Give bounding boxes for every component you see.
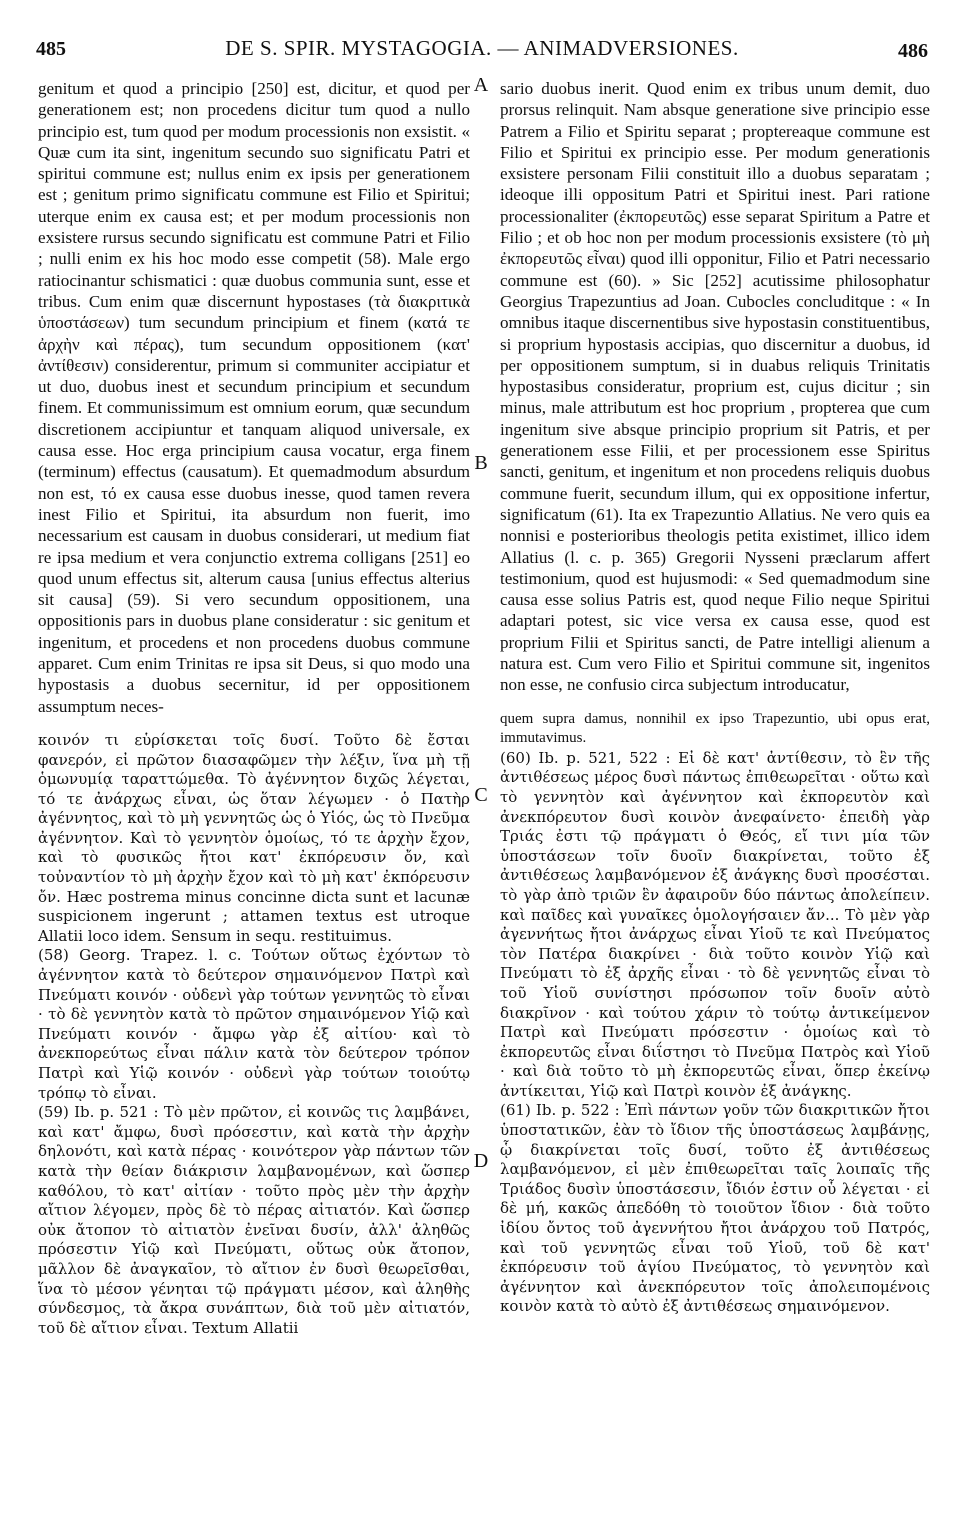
- left-main-text: genitum et quod a principio [250] est, dicitur, et quod per generationem est; non procedens dicitur tum quod a nullo principio est, tum quod per modum processionis non exsistit. « Quæ cum ita sint, ingenitum secundo suo significatu Patri et spiritui commune est; nullus enim ex ipsis per generationem est ; genitum primo significatu commune est Filio et Spiritui; uterque enim ex causa est; et per modum processionis non exsistere rursus secundo significatu est commune Patri et Filio ; nulli enim ex his hoc modo esse competit (58). Male ergo ratiocinantur schismatici : quæ duobus communia sunt, esse et tribus. Cum enim quæ discernunt hypostases (τὰ διακριτικὰ ὑποστάσεων) tum secundum principium et finem (κατά τε ἀρχὴν καὶ πέρας), tum secundum oppositionem (κατ' ἀντίθεσιν) considerentur, primum si communiter accipiatur et ut duo, duobus inest et secundum principium et secundum finem. Et communissimum est omnium eorum, quæ secundum discretionem accipiuntur et tanquam aliquod universale, ex causa esse. Hoc erga principium causa vocatur, erga finem (terminum) effectus (causatum). Et quemadmodum absurdum non est, τό ex causa esse duobus inesse, quod tamen revera inest Filio et Spiritui, ita absurdum non fuerit, imo necessarium est causam in duobus considerari, ut medium fiat re ipsa medium et vera conjunctio extrema colligans [251] eo quod unum effectus sit, alterum causa [unius effectus alterius sit causa] (59). Si vero secundum oppositionem, una oppositionis pars in duobus plane consideratur : sic genitum et ingenitum, et procedens et non procedens duobus commune apparet. Cum enim Trinitas re ipsa sit Deus, si quo modo una hypostasis a duobus secernitur, id per oppositionem assumptum neces-: [38, 79, 470, 716]
- running-title: DE S. SPIR. MYSTAGOGIA. — ANIMADVERSIONES.: [225, 36, 739, 60]
- margin-marker-b: B: [474, 452, 488, 474]
- page-number-left: 485: [36, 38, 66, 60]
- right-main-text: sario duobus inerit. Quod enim ex tribus unum demit, duo prorsus relinquit. Nam absque generatione sive principio esse Patrem a Filio et Spiritu separat ; proptereaque commune est Filio et Spiritui ex principio esse. Per modum generationis exsistere personam Filii constituit illo a duobus separatam ; ideoque illi oppositum Patri et Spiritui inest. Pari ratione processionaliter (ἐκπορευτῶς) esse separat Spiritum a Patre et Filio ; et ob hoc non per modum processionis exsistere (τὸ μὴ ἐκπορευτῶς εἶναι) quod illi opponitur, Filio et Patri necessario commune est (60). » Sic [252] acutissime philosophatur Georgius Trapezuntius ad Joan. Cubocles concluditque : « In omnibus itaque discernentibus sive hypostasin constituentibus, si proprium hypostasis accipias, quo discernitur a duobus, id per oppositionem sumptum, si in duabus reliquis Trinitatis hypostasibus consideratur, proprium est, cujus dicitur ; sin minus, male attributum est hoc proprium , propterea que cum ingenitum sive absque principio proprium sit Patris, et per generationem esse Filii, et per processionem esse Spiritus sancti, genitum, et ingenitum et non procedens reliquis duobus commune fuerit, secundum illum, qui ex oppositione infertur, significatum (61). Ita ex Trapezuntio Allatius. Ne vero quis ea nonnisi e posterioribus theologis petita existimet, illico idem Allatius (l. c. p. 365) Gregorii Nysseni præclarum affert testimonium, quod est hujusmodi: « Sed quemadmodum sine causa esse solius Patris est, quod neque Filio neque Spiritui adaptari potest, sic vice versa ex causa esse, quod est proprium Filii et Spiritus sancti, de Patre intelligi alienum a natura est. Cum vero Filio et Spiritui commune sit, ingenitos non esse, ne confusio circa subjectum introducatur,: [500, 79, 930, 695]
- margin-marker-a: A: [473, 74, 489, 96]
- left-footnote-continuation: κοινόν τι εὑρίσκεται τοῖς δυσί. Τοῦτο δὲ ἔσται φανερόν, εἰ πρῶτον διασαφῶμεν τὴν λέξιν, ἵνα μὴ τῇ ὁμωνυμίᾳ ταραττώμεθα. Τὸ ἀγέννητον διχῶς λέγεται, τό τε ἀνάρχως εἶναι, ὡς ὅταν λέγωμεν · ὁ Πατὴρ ἀγέννητος, καὶ τὸ μὴ γεννητῶς ὡς ὁ Υἱός, ὡς τὸ Πνεῦμα ἀγέννητον. Καὶ τὸ γεννητὸν ὁμοίως, τό τε ἀρχὴν ἔχον, καὶ τὸ φυσικῶς ἤτοι κατ' ἐκπόρευσιν ὄν, καὶ τοὐναντίον τὸ μὴ ἀρχὴν ἔχον καὶ τὸ μὴ κατ' ἐκπόρευσιν ὄν. Hæc postrema minus concinne dicta sunt et lacunæ suspicionem ingerunt ; attamen textus est utroque Allatii loco idem. Sensum in sequ. restituimus.: [38, 730, 470, 945]
- right-footnote-continuation: quem supra damus, nonnihil ex ipso Trapezuntio, ubi opus erat, immutavimus.: [500, 710, 930, 747]
- margin-marker-d: D: [473, 1150, 489, 1172]
- footnote-61: (61) Ib. p. 522 : Ἐπὶ πάντων γοῦν τῶν διακριτικῶν ἤτοι ὑποστατικῶν, ἐὰν τὸ ἴδιον τῆς ὑποστάσεως λαμβάνῃς, ᾧ διακρίνεται τοῖς δυσί, τοῦτο ἐξ ἀντιθέσεως λαμβανόμενον, εἰ μὲν ἐπιθεωρεῖται ταῖς λοιπαῖς τῆς Τριάδος δυσὶν ὑποστάσεσιν, ἴδιόν ἐστιν οὗ λέγεται · εἰ δὲ μή, κακῶς ἀπεδόθη τὸ τοιοῦτον ἴδιον · διὰ τοῦτο ἰδίου ὄντος τοῦ ἀγεννήτου ἤτοι ἀνάρχου τοῦ Πατρός, καὶ τοῦ γεννητῶς εἶναι τοῦ Υἱοῦ, τοῦ δὲ κατ' ἐκπόρευσιν τοῦ ἁγίου Πνεύματος, τὸ γεννητὸν καὶ ἀγέννητον καὶ ἀνεκπόρευτον τοῖς ἀπολειπομένοις κοινὸν κατὰ τὸ αὐτὸ ἐξ ἀντιθέσεως σημαινόμενον.: [500, 1101, 930, 1316]
- margin-marker-c: C: [474, 784, 488, 806]
- footnote-59: (59) Ib. p. 521 : Τὸ μὲν πρῶτον, εἰ κοινῶς τις λαμβάνει, καὶ κατ' ἄμφω, δυσὶ πρόσεστιν, καὶ κατὰ τὴν ἀρχὴν δηλονότι, καὶ κατὰ πέρας · κοινότερον γὰρ πάντων τῶν κατὰ τὴν θείαν διάκρισιν λαμβανομένων, καὶ ὥσπερ καθόλου, τὸ κατ' αἰτίαν · τοῦτο πρὸς μὲν τὴν ἀρχὴν αἴτιον λέγομεν, πρὸς δὲ τὸ πέρας αἰτιατόν. Καὶ ὥσπερ οὐκ ἄτοπον τὸ αἰτιατὸν ἐνεῖναι δυσίν, ἀλλ' ἀληθῶς πρόσεστιν Υἱῷ καὶ Πνεύματι, οὕτως οὐκ ἄτοπον, μᾶλλον δὲ ἀναγκαῖον, τὸ αἴτιον ἐν δυσὶ θεωρεῖσθαι, ἵνα τὸ μέσον γένηται τῷ πράγματι μέσον, καὶ ἀληθὴς σύνδεσμος, τὰ ἄκρα συνάπτων, διὰ τοῦ μὲν αἰτιατόν, τοῦ δὲ αἴτιον εἶναι. Textum Allatii: [38, 1103, 470, 1337]
- left-column: [38, 78, 470, 1338]
- running-header: [36, 34, 928, 70]
- footnote-58: (58) Georg. Trapez. l. c. Τούτων οὕτως ἐχόντων τὸ ἀγέννητον κατὰ τὸ δεύτερον σημαινόμενον Πατρὶ καὶ Πνεύματι κοινόν · οὐδενὶ γὰρ τούτων γεννητῶς τὸ εἶναι · τὸ δὲ γεννητὸν κατὰ τὸ πρῶτον σημαινόμενον Υἱῷ καὶ Πνεύματι κοινόν · ἄμφω γὰρ ἐξ αἰτίου· καὶ τὸ ἀνεκπορεύτως εἶναι πάλιν κατὰ τὸν δεύτερον τρόπον Πατρὶ καὶ Υἱῷ κοινόν · οὐδενὶ γὰρ τούτων τοιούτῳ τρόπῳ τὸ εἶναι.: [38, 946, 470, 1102]
- page-number-right: 486: [898, 40, 928, 62]
- footnote-60: (60) Ib. p. 521, 522 : Εἰ δὲ κατ' ἀντίθεσιν, τὸ ἓν τῆς ἀντιθέσεως μέρος δυσὶ πάντως ἐπιθεωρεῖται · οὕτω καὶ τὸ γεννητὸν καὶ ἀγέννητον καὶ ἐκπορευτὸν καὶ ἀνεκπόρευτον δυσὶ κοινὸν ἀνεφαίνετο· ἐπειδὴ γὰρ Τριάς ἐστι τῷ πράγματι ὁ Θεός, εἴ τινι μία τῶν ὑποστάσεων τοῖν δυοῖν διακρίνεται, τοῦτο ἐξ ἀντιθέσεως λαμβανόμενον ἐξ ἀνάγκης δυσὶ προσέσται. τὸ γὰρ ἀπὸ τριῶν ἓν ἀφαιροῦν δύο πάντως ἀπολείπειν. καὶ παῖδες καὶ γυναῖκες ὁμολογήσαιεν ἄν... Τὸ μὲν γὰρ ἀγεννήτως ἤτοι ἀνάρχως εἶναι Υἱοῦ τε καὶ Πνεύματος τὸν Πατέρα διακρίνει · διὰ τοῦτο κοινὸν Υἱῷ καὶ Πνεύματι τὸ ἐξ ἀρχῆς εἶναι · τὸ δὲ γεννητῶς εἶναι τὸ τοῦ Υἱοῦ συνίστησι πρόσωπον τοῖν δυοῖν αὐτὸ διακρῖνον · καὶ τούτου χάριν τὸ τούτῳ ἀντικείμενον Πατρὶ καὶ Πνεύματι πρόσεστιν · ὁμοίως καὶ τὸ ἐκπορευτῶς εἶναι διΐστησι τὸ Πνεῦμα Πατρὸς καὶ Υἱοῦ · καὶ διὰ τοῦτο τὸ μὴ ἐκπορευτῶς εἶναι, ὅπερ ἐκείνῳ ἀντίκειται, Υἱῷ καὶ Πατρὶ κοινὸν ἐξ ἀνάγκης.: [500, 748, 930, 1100]
- right-column: [500, 78, 930, 1317]
